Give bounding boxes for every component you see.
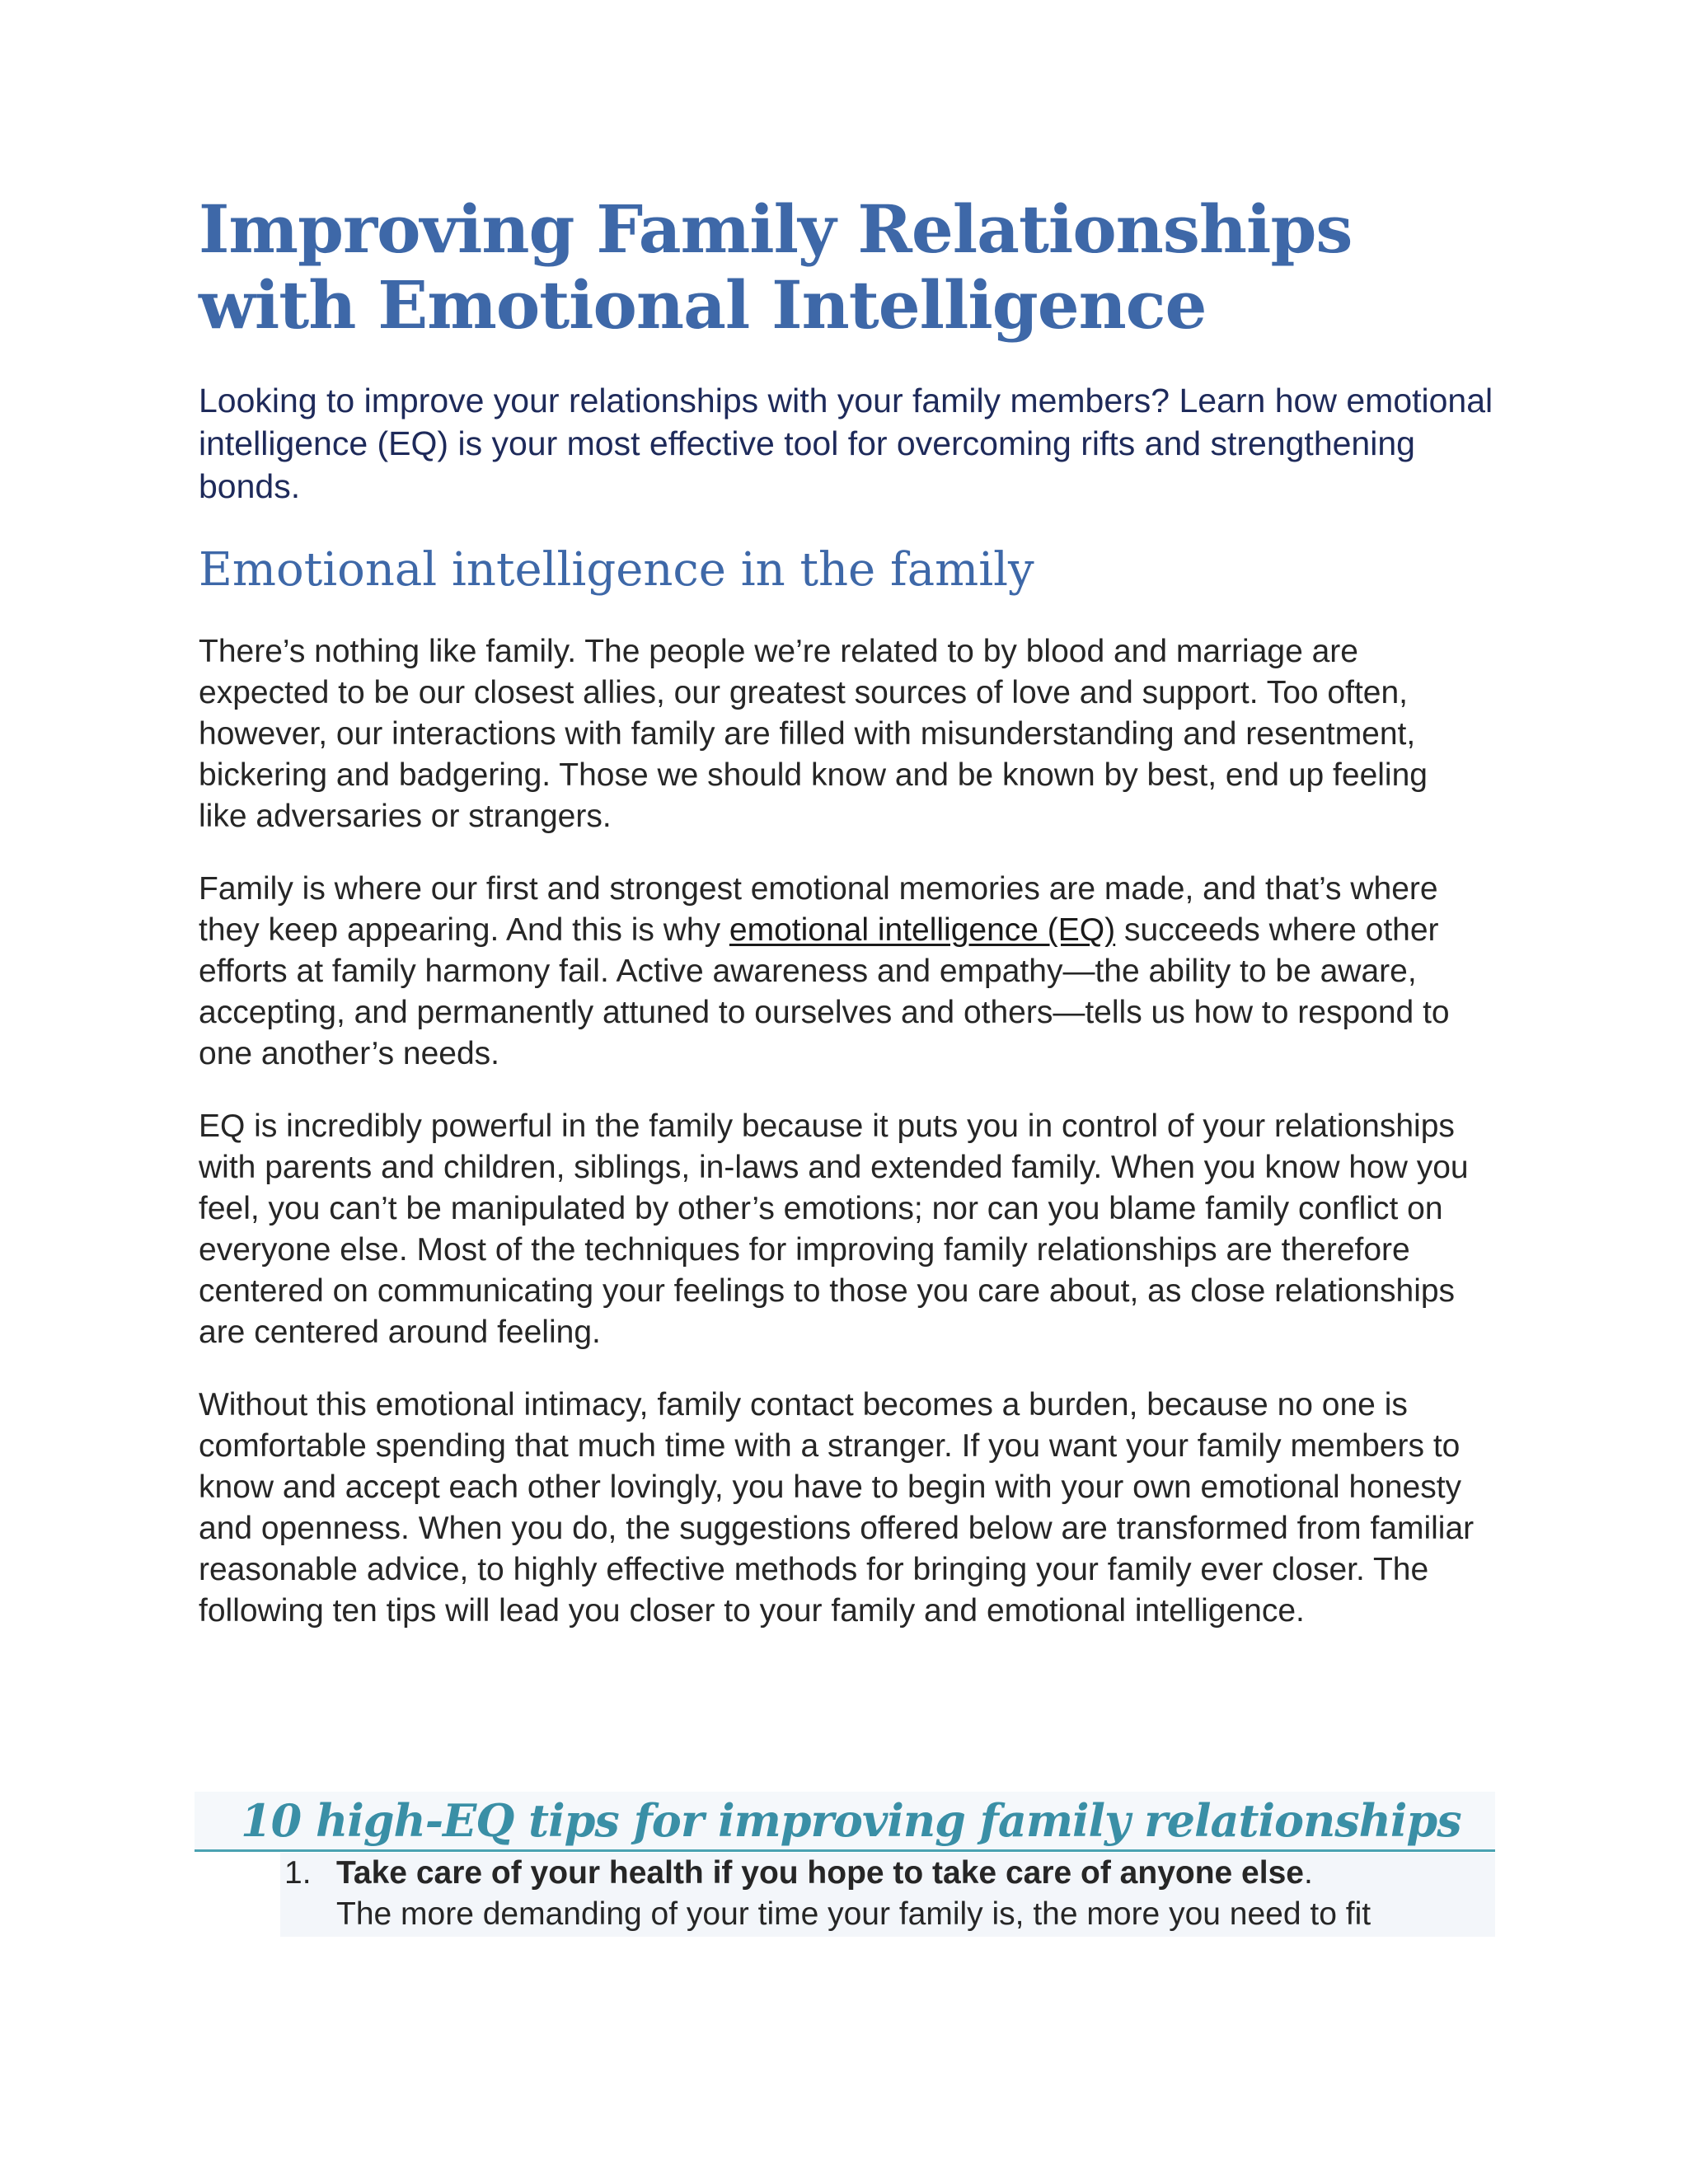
body-paragraph-2 [199, 869, 1476, 1075]
tip-body: The more demanding of your time your family is, the more you need to fit [336, 1896, 1372, 1932]
document-content [199, 191, 1501, 1632]
page-title: Improving Family Relationships with Emotional Intelligence [199, 190, 1353, 344]
body-paragraph-4: Without this emotional intimacy, family contact becomes a burden, because no one is comfortable spending that much time with a stranger. If you want your family members to know and accept each other lovingly, you have to begin with your own emotional honesty and openness. When you do, the suggestions offered below are transformed from familiar reasonable advice, to highly effective methods for bringing your family ever closer. The following ten tips will lead you closer to your family and emotional intelligence. [199, 1387, 1475, 1629]
tips-heading: 10 high-EQ tips for improving family relationships [241, 1794, 1461, 1847]
emotional-intelligence-link[interactable]: emotional intelligence (EQ) [729, 912, 1116, 948]
paragraph-2-text-start: Family is where our first and strongest emotional memories are made, and that’s where they keep appearing. And this is why [199, 871, 1438, 948]
body-paragraph-3: EQ is incredibly powerful in the family because it puts you in control of your relationships with parents and children, siblings, in-laws and extended family. When you know how you feel, you can’t be manipulated by other’s emotions; nor can you blame family conflict on everyone else. Most of the techniques for improving family relationships are therefore centered on communicating your feelings to those you care about, as close relationships are centered around feeling. [199, 1108, 1469, 1350]
body-paragraph-1: There’s nothing like family. The people we’re related to by blood and marriage are expected to be our closest allies, our greatest sources of love and support. Too often, however, our interactions with family are filled with misunderstanding and resentment, bickering and badgering. Those we should know and be known by best, end up feeling like adversaries or strangers. [199, 634, 1428, 834]
tip-title-punctuation: . [1303, 1855, 1313, 1891]
paragraph-2-text-end: succeeds where other efforts at family harmony fail. Active awareness and empathy—the ability to be aware, accepting, and permanently attuned to ourselves and others—tells us how to respond to one another’s needs. [199, 912, 1450, 1071]
section-heading: Emotional intelligence in the family [199, 543, 1034, 597]
intro-paragraph: Looking to improve your relationships with your family members? Learn how emotional intelligence (EQ) is your most effective tool for overcoming rifts and strengthening bonds. [199, 382, 1493, 505]
tip-title-text: Take care of your health if you hope to take care of anyone else [336, 1855, 1304, 1891]
tips-heading-band [195, 1792, 1495, 1852]
tip-number: 1. [284, 1855, 312, 1891]
list-item [280, 1853, 1495, 1937]
tip-title [336, 1853, 1313, 1894]
